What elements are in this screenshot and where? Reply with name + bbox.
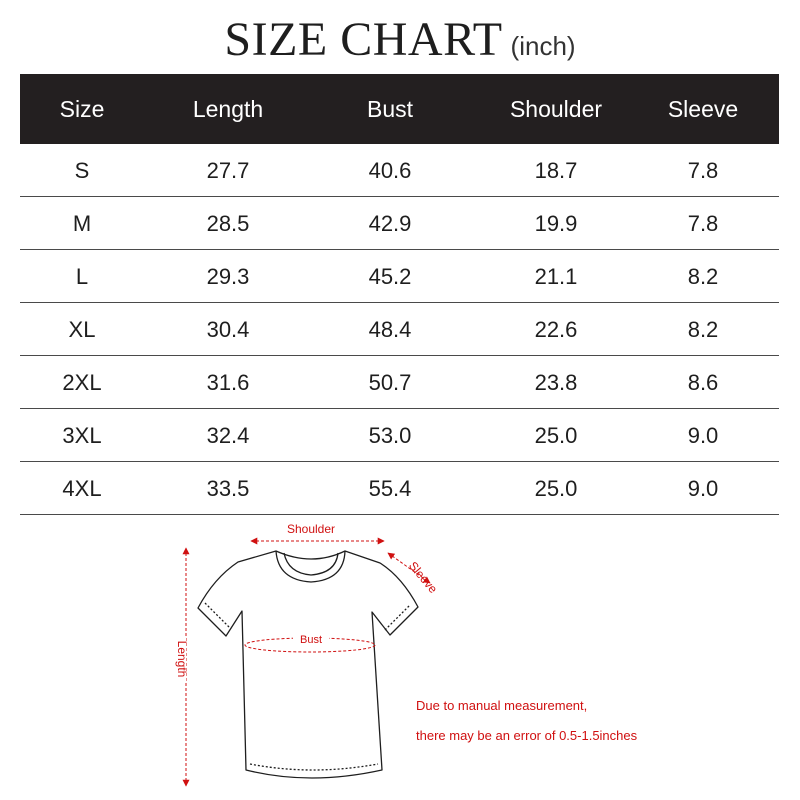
cell-shoulder: 23.8 [534,370,578,395]
cell-sleeve: 7.8 [687,211,719,236]
cell-size: S [74,158,90,183]
cell-sleeve: 8.6 [687,370,719,395]
header-bust: Bust [366,96,414,122]
table-row [20,462,779,515]
cell-bust: 55.4 [368,476,412,501]
header-sleeve: Sleeve [667,96,739,122]
cell-length: 28.5 [206,211,250,236]
cell-sleeve: 9.0 [687,423,719,448]
cell-size: 3XL [62,423,102,448]
title-main: SIZE CHART [224,13,503,66]
cell-shoulder: 25.0 [534,476,578,501]
cell-shoulder: 25.0 [534,423,578,448]
table-row [20,250,779,303]
header-length: Length [192,96,264,122]
bust-label: Bust [299,634,323,646]
table-row [20,356,779,409]
cell-sleeve: 8.2 [687,317,719,342]
shoulder-label: Shoulder [286,522,336,536]
cell-bust: 50.7 [368,370,412,395]
cell-shoulder: 19.9 [534,211,578,236]
cell-bust: 53.0 [368,423,412,448]
cell-length: 33.5 [206,476,250,501]
cell-bust: 48.4 [368,317,412,342]
cell-shoulder: 18.7 [534,158,578,183]
sleeve-label: Sleeve [405,558,441,596]
note-line-1: Due to manual measurement, [416,698,588,713]
table-row [20,409,779,462]
table-row [20,144,779,197]
cell-bust: 42.9 [368,211,412,236]
title-unit: (inch) [510,31,576,61]
note-line-2: there may be an error of 0.5-1.5inches [416,728,638,743]
cell-sleeve: 7.8 [687,158,719,183]
cell-size: 2XL [62,370,102,395]
cell-sleeve: 9.0 [687,476,719,501]
cell-length: 31.6 [206,370,250,395]
table-row [20,197,779,250]
header-size: Size [59,96,105,122]
length-label: Length [175,640,189,678]
tshirt-outline [198,551,418,778]
cell-size: L [75,264,89,289]
tshirt-measurement-diagram [0,516,800,800]
cell-shoulder: 21.1 [534,264,578,289]
cell-length: 27.7 [206,158,250,183]
table-row [20,303,779,356]
page-title [0,12,800,67]
cell-length: 29.3 [206,264,250,289]
header-shoulder: Shoulder [509,96,603,122]
cell-sleeve: 8.2 [687,264,719,289]
cell-bust: 45.2 [368,264,412,289]
cell-size: 4XL [62,476,102,501]
cell-bust: 40.6 [368,158,412,183]
shoulder-measure [251,520,384,541]
table-header [20,74,779,144]
length-measure [170,548,189,786]
cell-length: 32.4 [206,423,250,448]
cell-size: XL [68,317,96,342]
cell-length: 30.4 [206,317,250,342]
cell-size: M [72,211,92,236]
cell-shoulder: 22.6 [534,317,578,342]
